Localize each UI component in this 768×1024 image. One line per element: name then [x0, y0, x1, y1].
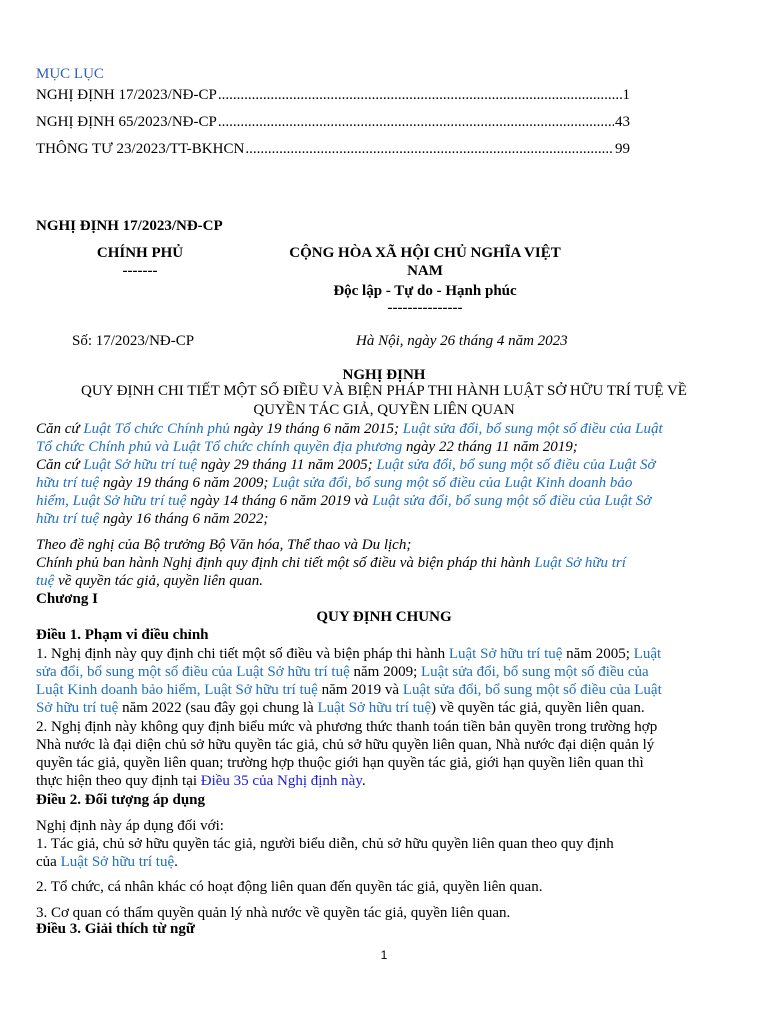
article-1-clause-2: 2. Nghị định này không quy định biểu mức và phương thức thanh toán tiền bản quyền trong trường hợp Nhà nước là đại diện chủ sở hữu quyền tác giả, chủ sở hữu quyền liên quan, Nhà nước đại diện quản lý quyền tác giả, quyền liên quan; trường hợp thuộc giới hạn quyền tác giả, giới hạn quyền liên quan thì thực hiện theo quy định tại Điều 35 của Nghị định này. [36, 719, 658, 789]
toc-leader [218, 87, 622, 104]
law-link[interactable]: Luật sửa đổi, bổ sung một số điều của Luật Sở [372, 493, 652, 509]
toc-item-page: 99 [615, 141, 630, 157]
preamble-legal-basis-1: Căn cứ Luật Tổ chức Chính phủ ngày 19 tháng 6 năm 2015; Luật sửa đổi, bổ sung một số điều của Luật Tổ chức Chính phủ và Luật Tổ chức chính quyền địa phương ngày 22 tháng 11 năm 2019; [36, 421, 663, 455]
toc-item-page: 1 [622, 87, 630, 103]
toc-item-page: 43 [615, 114, 630, 130]
law-link[interactable]: Luật sửa đổi, bổ sung một số điều của [421, 664, 649, 680]
law-link[interactable]: Luật Kinh doanh bảo hiểm, Luật Sở hữu trí tuệ [36, 682, 318, 698]
article-2-title: Điều 2. Đối tượng áp dụng [36, 792, 206, 808]
document-number: Số: 17/2023/NĐ-CP [72, 333, 195, 349]
law-link[interactable]: Sở hữu trí tuệ [36, 700, 119, 716]
article-1-clause-1: 1. Nghị định này quy định chi tiết một số điều và biện pháp thi hành Luật Sở hữu trí tuệ năm 2005; Luật sửa đổi, bổ sung một số điều của Luật Sở hữu trí tuệ năm 2009; Luật sửa đổi, bổ sung một số điều của Luật Kinh doanh bảo hiểm, Luật Sở hữu trí tuệ năm 2019 và Luật sửa đổi, bổ sung một số điều của Luật Sở hữu trí tuệ năm 2022 (sau đây gọi chung là Luật Sở hữu trí tuệ) về quyền tác giả, quyền liên quan. [36, 646, 662, 716]
law-link[interactable]: hữu trí tuệ [36, 511, 100, 527]
article-2-clause-1: 1. Tác giả, chủ sở hữu quyền tác giả, người biểu diễn, chủ sở hữu quyền liên quan theo quy định của Luật Sở hữu trí tuệ. [36, 836, 614, 870]
page-number: 1 [380, 948, 388, 962]
toc-item-1[interactable] [36, 87, 630, 104]
law-link[interactable]: Luật sửa đổi, bổ sung một số điều của Luật Kinh doanh bảo [272, 475, 633, 491]
article-reference-link[interactable]: Điều 35 của Nghị định này [200, 773, 362, 789]
preamble-legal-basis-2: Căn cứ Luật Sở hữu trí tuệ ngày 29 tháng 11 năm 2005; Luật sửa đổi, bổ sung một số điều của Luật Sở hữu trí tuệ ngày 19 tháng 6 năm 2009; Luật sửa đổi, bổ sung một số điều của Luật Kinh doanh bảo hiểm, Luật Sở hữu trí tuệ ngày 14 tháng 6 năm 2019 và Luật sửa đổi, bổ sung một số điều của Luật Sở hữu trí tuệ ngày 16 tháng 6 năm 2022; [36, 457, 656, 527]
motto-rule: --------------- [387, 300, 463, 316]
toc-item-label: THÔNG TƯ 23/2023/TT-BKHCN [36, 141, 245, 157]
national-motto: Độc lập - Tự do - Hạnh phúc [333, 283, 517, 299]
law-link[interactable]: Luật Tổ chức Chính phủ [83, 421, 230, 437]
toc-leader [245, 141, 614, 158]
law-link[interactable]: Luật sửa đổi, bổ sung một số điều của Luật Sở [376, 457, 656, 473]
preamble-proposal: Theo đề nghị của Bộ trưởng Bộ Văn hóa, Thể thao và Du lịch; [36, 537, 412, 553]
law-link[interactable]: Luật Sở hữu trí tuệ [60, 854, 175, 870]
law-link[interactable]: Luật Sở hữu trí tuệ [317, 700, 431, 716]
toc-item-2[interactable] [36, 114, 630, 131]
law-link[interactable]: Luật sửa đổi, bổ sung một số điều của Luật [402, 421, 663, 437]
article-1-title: Điều 1. Phạm vi điều chỉnh [36, 627, 209, 643]
nation-name-line2: NAM [407, 263, 443, 279]
article-2-clause-3: 3. Cơ quan có thẩm quyền quản lý nhà nước về quyền tác giả, quyền liên quan. [36, 905, 511, 921]
article-2-intro: Nghị định này áp dụng đối với: [36, 818, 224, 834]
document-title-line2: QUYỀN TÁC GIẢ, QUYỀN LIÊN QUAN [253, 402, 515, 418]
law-link[interactable]: hữu trí tuệ [36, 475, 100, 491]
chapter-label: Chương I [36, 591, 98, 607]
toc-title: MỤC LỤC [36, 66, 104, 82]
chapter-title: QUY ĐỊNH CHUNG [316, 609, 452, 625]
document-heading: NGHỊ ĐỊNH 17/2023/NĐ-CP [36, 218, 223, 234]
law-link[interactable]: Tổ chức Chính phủ và Luật Tổ chức chính quyền địa phương [36, 439, 403, 455]
nation-name-line1: CỘNG HÒA XÃ HỘI CHỦ NGHĨA VIỆT [289, 245, 561, 261]
law-link[interactable]: Luật [633, 646, 662, 662]
law-link[interactable]: tuệ [36, 573, 55, 589]
toc-item-label: NGHỊ ĐỊNH 17/2023/NĐ-CP [36, 87, 217, 103]
article-3-title: Điều 3. Giải thích từ ngữ [36, 921, 195, 937]
document-type: NGHỊ ĐỊNH [342, 367, 426, 383]
issuer-name: CHÍNH PHỦ [96, 245, 184, 261]
law-link[interactable]: Luật sửa đổi, bổ sung một số điều của Luật [402, 682, 662, 698]
toc-item-3[interactable] [36, 141, 630, 158]
law-link[interactable]: Luật Sở hữu trí tuệ [83, 457, 198, 473]
issuer-rule: ------- [122, 263, 158, 279]
preamble-enactment: Chính phủ ban hành Nghị định quy định chi tiết một số điều và biện pháp thi hành Luật Sở hữu trí tuệ về quyền tác giả, quyền liên quan. [36, 555, 626, 589]
place-date: Hà Nội, ngày 26 tháng 4 năm 2023 [356, 333, 568, 349]
law-link[interactable]: Luật Sở hữu trí tuệ [448, 646, 563, 662]
law-link[interactable]: hiểm, Luật Sở hữu trí tuệ [36, 493, 187, 509]
law-link[interactable]: sửa đổi, bổ sung một số điều của Luật Sở hữu trí tuệ [36, 664, 350, 680]
article-2-clause-2: 2. Tổ chức, cá nhân khác có hoạt động liên quan đến quyền tác giả, quyền liên quan. [36, 879, 543, 895]
law-link[interactable]: Luật Sở hữu trí [534, 555, 626, 571]
toc-leader [218, 114, 614, 131]
toc-item-label: NGHỊ ĐỊNH 65/2023/NĐ-CP [36, 114, 217, 130]
document-title-line1: QUY ĐỊNH CHI TIẾT MỘT SỐ ĐIỀU VÀ BIỆN PHÁP THI HÀNH LUẬT SỞ HỮU TRÍ TUỆ VỀ [81, 383, 687, 399]
